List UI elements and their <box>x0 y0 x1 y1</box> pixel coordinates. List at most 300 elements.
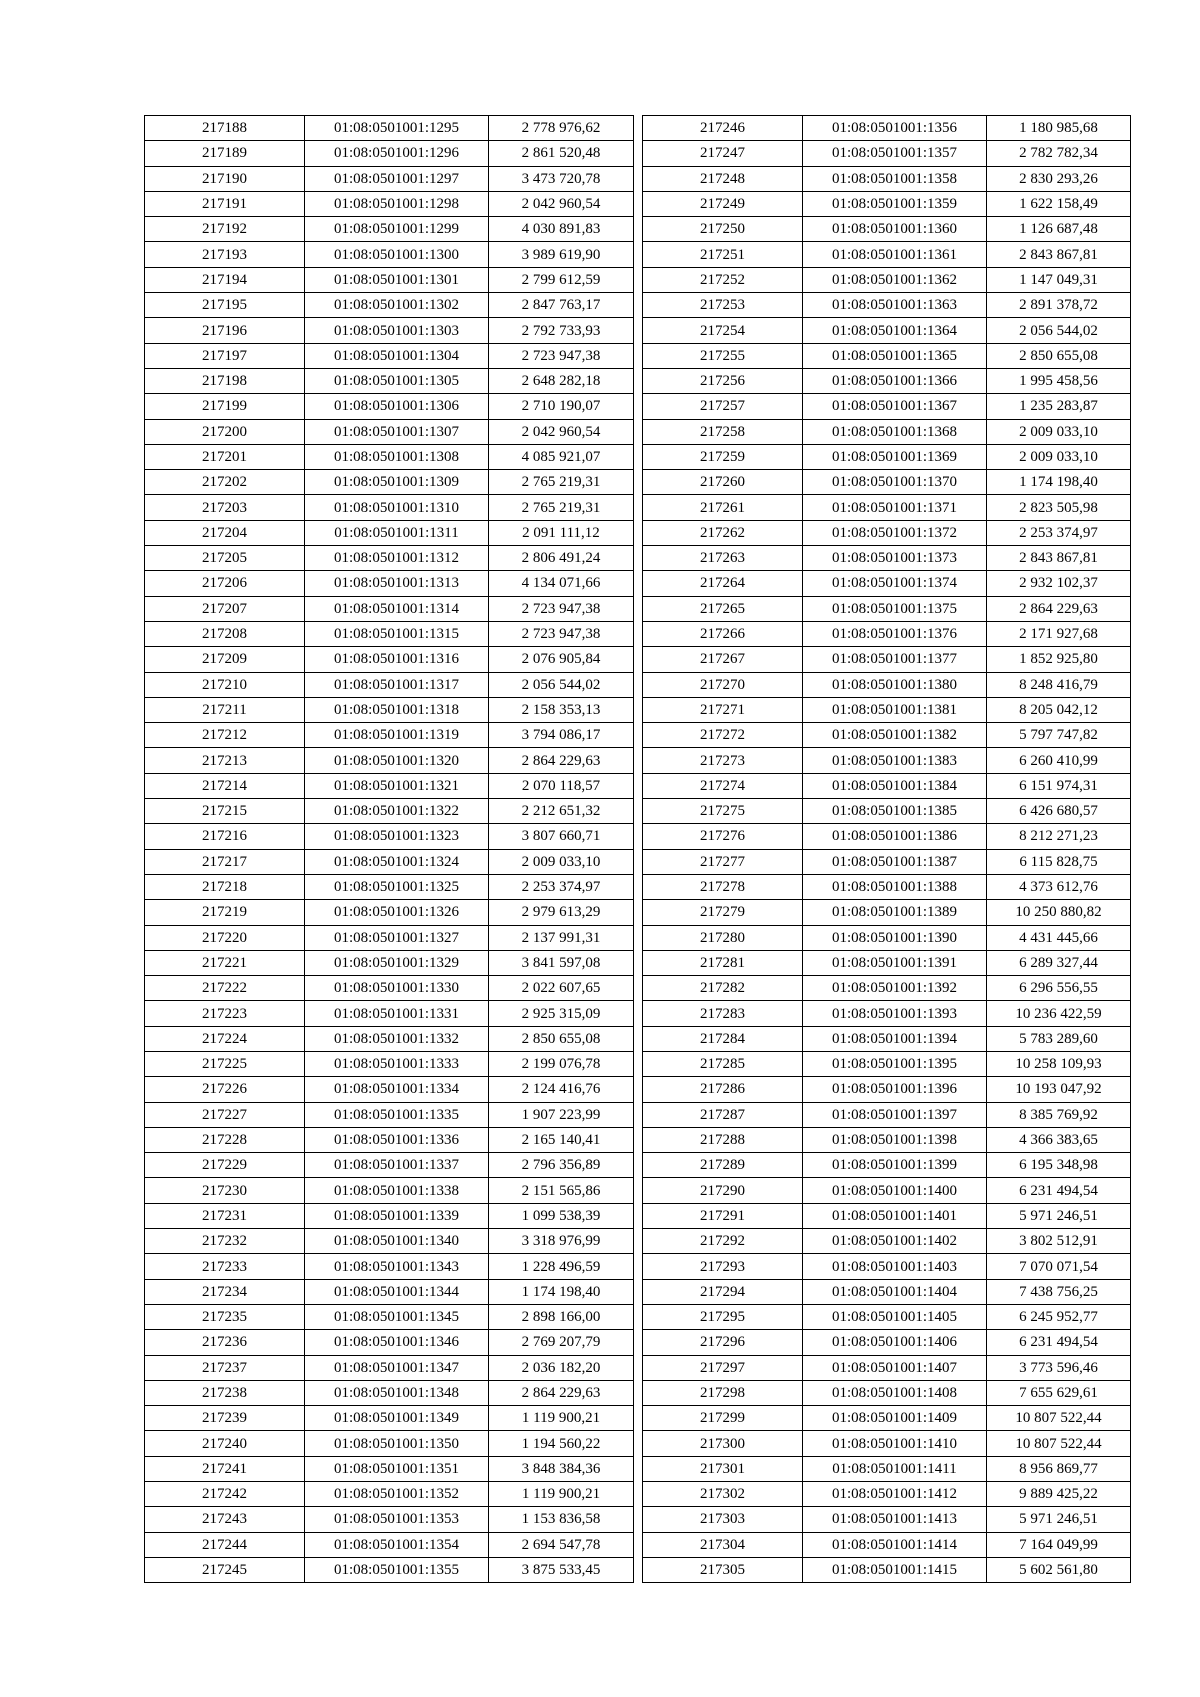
cadastral-number-cell: 01:08:0501001:1326 <box>305 900 489 925</box>
cadastral-number-cell: 01:08:0501001:1406 <box>803 1330 987 1355</box>
cadastral-number-cell: 01:08:0501001:1382 <box>803 723 987 748</box>
value-cell: 3 875 533,45 <box>489 1557 634 1582</box>
value-cell: 2 151 565,86 <box>489 1178 634 1203</box>
row-number-cell: 217267 <box>643 647 803 672</box>
cadastral-number-cell: 01:08:0501001:1403 <box>803 1254 987 1279</box>
row-number-cell: 217286 <box>643 1077 803 1102</box>
value-cell: 6 296 556,55 <box>987 976 1131 1001</box>
row-number-cell: 217254 <box>643 318 803 343</box>
table-row <box>145 621 634 646</box>
value-cell: 8 956 869,77 <box>987 1456 1131 1481</box>
value-cell: 7 438 756,25 <box>987 1279 1131 1304</box>
table-row <box>145 1001 634 1026</box>
table-row <box>643 571 1131 596</box>
table-row <box>643 1077 1131 1102</box>
table-row <box>643 1406 1131 1431</box>
table-row <box>643 116 1131 141</box>
row-number-cell: 217220 <box>145 925 305 950</box>
value-cell: 2 823 505,98 <box>987 495 1131 520</box>
value-cell: 2 782 782,34 <box>987 141 1131 166</box>
table-row <box>643 166 1131 191</box>
row-number-cell: 217292 <box>643 1229 803 1254</box>
value-cell: 1 174 198,40 <box>489 1279 634 1304</box>
table-row <box>145 368 634 393</box>
value-cell: 1 235 283,87 <box>987 394 1131 419</box>
table-row <box>643 748 1131 773</box>
table-row <box>145 470 634 495</box>
value-cell: 10 258 109,93 <box>987 1051 1131 1076</box>
value-cell: 2 009 033,10 <box>489 849 634 874</box>
row-number-cell: 217195 <box>145 293 305 318</box>
row-number-cell: 217302 <box>643 1482 803 1507</box>
table-row <box>643 950 1131 975</box>
value-cell: 2 925 315,09 <box>489 1001 634 1026</box>
value-cell: 6 231 494,54 <box>987 1330 1131 1355</box>
table-row <box>643 1304 1131 1329</box>
cadastral-number-cell: 01:08:0501001:1410 <box>803 1431 987 1456</box>
table-row <box>145 495 634 520</box>
value-cell: 4 366 383,65 <box>987 1127 1131 1152</box>
value-cell: 2 124 416,76 <box>489 1077 634 1102</box>
value-cell: 1 119 900,21 <box>489 1406 634 1431</box>
row-number-cell: 217224 <box>145 1026 305 1051</box>
table-row <box>145 1077 634 1102</box>
value-cell: 2 710 190,07 <box>489 394 634 419</box>
value-cell: 2 843 867,81 <box>987 546 1131 571</box>
value-cell: 2 171 927,68 <box>987 621 1131 646</box>
value-cell: 2 056 544,02 <box>987 318 1131 343</box>
table-row <box>643 596 1131 621</box>
cadastral-number-cell: 01:08:0501001:1360 <box>803 217 987 242</box>
cadastral-number-cell: 01:08:0501001:1313 <box>305 571 489 596</box>
row-number-cell: 217199 <box>145 394 305 419</box>
cadastral-number-cell: 01:08:0501001:1373 <box>803 546 987 571</box>
cadastral-number-cell: 01:08:0501001:1319 <box>305 723 489 748</box>
value-cell: 4 431 445,66 <box>987 925 1131 950</box>
value-cell: 7 655 629,61 <box>987 1380 1131 1405</box>
table-row <box>643 217 1131 242</box>
value-cell: 2 091 111,12 <box>489 520 634 545</box>
cadastral-number-cell: 01:08:0501001:1353 <box>305 1507 489 1532</box>
table-row <box>643 621 1131 646</box>
row-number-cell: 217281 <box>643 950 803 975</box>
row-number-cell: 217189 <box>145 141 305 166</box>
cadastral-number-cell: 01:08:0501001:1384 <box>803 773 987 798</box>
table-row <box>643 293 1131 318</box>
value-cell: 1 995 458,56 <box>987 368 1131 393</box>
row-number-cell: 217282 <box>643 976 803 1001</box>
cadastral-number-cell: 01:08:0501001:1393 <box>803 1001 987 1026</box>
cadastral-number-cell: 01:08:0501001:1302 <box>305 293 489 318</box>
value-cell: 2 212 651,32 <box>489 799 634 824</box>
value-cell: 6 115 828,75 <box>987 849 1131 874</box>
row-number-cell: 217211 <box>145 697 305 722</box>
row-number-cell: 217202 <box>145 470 305 495</box>
row-number-cell: 217215 <box>145 799 305 824</box>
value-cell: 3 473 720,78 <box>489 166 634 191</box>
value-cell: 3 802 512,91 <box>987 1229 1131 1254</box>
table-row <box>643 470 1131 495</box>
row-number-cell: 217203 <box>145 495 305 520</box>
cadastral-number-cell: 01:08:0501001:1324 <box>305 849 489 874</box>
table-row <box>145 1380 634 1405</box>
value-cell: 8 205 042,12 <box>987 697 1131 722</box>
value-cell: 2 158 353,13 <box>489 697 634 722</box>
row-number-cell: 217198 <box>145 368 305 393</box>
value-cell: 2 891 378,72 <box>987 293 1131 318</box>
row-number-cell: 217243 <box>145 1507 305 1532</box>
value-cell: 5 971 246,51 <box>987 1203 1131 1228</box>
value-cell: 1 147 049,31 <box>987 267 1131 292</box>
cadastral-number-cell: 01:08:0501001:1374 <box>803 571 987 596</box>
cadastral-number-cell: 01:08:0501001:1404 <box>803 1279 987 1304</box>
value-cell: 3 989 619,90 <box>489 242 634 267</box>
table-row <box>145 293 634 318</box>
value-cell: 2 253 374,97 <box>489 874 634 899</box>
cadastral-number-cell: 01:08:0501001:1323 <box>305 824 489 849</box>
value-cell: 3 841 597,08 <box>489 950 634 975</box>
row-number-cell: 217294 <box>643 1279 803 1304</box>
value-cell: 2 076 905,84 <box>489 647 634 672</box>
row-number-cell: 217222 <box>145 976 305 1001</box>
table-row <box>643 1026 1131 1051</box>
cadastral-number-cell: 01:08:0501001:1329 <box>305 950 489 975</box>
row-number-cell: 217240 <box>145 1431 305 1456</box>
value-cell: 7 070 071,54 <box>987 1254 1131 1279</box>
value-cell: 2 042 960,54 <box>489 191 634 216</box>
table-row <box>643 1051 1131 1076</box>
cadastral-number-cell: 01:08:0501001:1390 <box>803 925 987 950</box>
value-cell: 2 778 976,62 <box>489 116 634 141</box>
cadastral-number-cell: 01:08:0501001:1333 <box>305 1051 489 1076</box>
cadastral-number-cell: 01:08:0501001:1315 <box>305 621 489 646</box>
row-number-cell: 217225 <box>145 1051 305 1076</box>
cadastral-number-cell: 01:08:0501001:1368 <box>803 419 987 444</box>
value-cell: 2 137 991,31 <box>489 925 634 950</box>
row-number-cell: 217258 <box>643 419 803 444</box>
table-row <box>145 900 634 925</box>
table-row <box>643 1380 1131 1405</box>
table-row <box>145 1254 634 1279</box>
table-row <box>145 116 634 141</box>
cadastral-number-cell: 01:08:0501001:1350 <box>305 1431 489 1456</box>
row-number-cell: 217241 <box>145 1456 305 1481</box>
value-cell: 2 799 612,59 <box>489 267 634 292</box>
table-row <box>643 546 1131 571</box>
row-number-cell: 217246 <box>643 116 803 141</box>
row-number-cell: 217212 <box>145 723 305 748</box>
cadastral-number-cell: 01:08:0501001:1367 <box>803 394 987 419</box>
cadastral-number-cell: 01:08:0501001:1295 <box>305 116 489 141</box>
value-cell: 1 852 925,80 <box>987 647 1131 672</box>
table-row <box>643 242 1131 267</box>
value-cell: 3 773 596,46 <box>987 1355 1131 1380</box>
cadastral-number-cell: 01:08:0501001:1405 <box>803 1304 987 1329</box>
table-row <box>145 1203 634 1228</box>
right-table <box>642 115 1131 1583</box>
table-row <box>145 141 634 166</box>
right-table-body <box>643 116 1131 1583</box>
cadastral-number-cell: 01:08:0501001:1310 <box>305 495 489 520</box>
cadastral-number-cell: 01:08:0501001:1300 <box>305 242 489 267</box>
cadastral-number-cell: 01:08:0501001:1376 <box>803 621 987 646</box>
table-row <box>145 824 634 849</box>
value-cell: 1 622 158,49 <box>987 191 1131 216</box>
table-row <box>145 849 634 874</box>
table-row <box>145 419 634 444</box>
cadastral-number-cell: 01:08:0501001:1314 <box>305 596 489 621</box>
cadastral-number-cell: 01:08:0501001:1355 <box>305 1557 489 1582</box>
row-number-cell: 217262 <box>643 520 803 545</box>
value-cell: 2 792 733,93 <box>489 318 634 343</box>
cadastral-number-cell: 01:08:0501001:1327 <box>305 925 489 950</box>
table-row <box>643 647 1131 672</box>
cadastral-number-cell: 01:08:0501001:1400 <box>803 1178 987 1203</box>
row-number-cell: 217237 <box>145 1355 305 1380</box>
row-number-cell: 217265 <box>643 596 803 621</box>
cadastral-number-cell: 01:08:0501001:1339 <box>305 1203 489 1228</box>
value-cell: 2 070 118,57 <box>489 773 634 798</box>
table-row <box>145 950 634 975</box>
table-row <box>145 976 634 1001</box>
cadastral-number-cell: 01:08:0501001:1385 <box>803 799 987 824</box>
row-number-cell: 217234 <box>145 1279 305 1304</box>
table-row <box>145 520 634 545</box>
table-row <box>145 191 634 216</box>
table-row <box>145 242 634 267</box>
table-row <box>643 368 1131 393</box>
cadastral-number-cell: 01:08:0501001:1363 <box>803 293 987 318</box>
row-number-cell: 217261 <box>643 495 803 520</box>
row-number-cell: 217283 <box>643 1001 803 1026</box>
row-number-cell: 217236 <box>145 1330 305 1355</box>
value-cell: 3 318 976,99 <box>489 1229 634 1254</box>
cadastral-number-cell: 01:08:0501001:1377 <box>803 647 987 672</box>
table-row <box>643 925 1131 950</box>
row-number-cell: 217275 <box>643 799 803 824</box>
value-cell: 2 932 102,37 <box>987 571 1131 596</box>
table-row <box>145 773 634 798</box>
table-row <box>643 1279 1131 1304</box>
cadastral-number-cell: 01:08:0501001:1359 <box>803 191 987 216</box>
table-row <box>145 1229 634 1254</box>
value-cell: 10 807 522,44 <box>987 1431 1131 1456</box>
cadastral-number-cell: 01:08:0501001:1336 <box>305 1127 489 1152</box>
table-row <box>145 723 634 748</box>
cadastral-number-cell: 01:08:0501001:1312 <box>305 546 489 571</box>
table-row <box>145 672 634 697</box>
row-number-cell: 217264 <box>643 571 803 596</box>
cadastral-number-cell: 01:08:0501001:1344 <box>305 1279 489 1304</box>
cadastral-number-cell: 01:08:0501001:1415 <box>803 1557 987 1582</box>
value-cell: 1 099 538,39 <box>489 1203 634 1228</box>
table-row <box>145 1507 634 1532</box>
cadastral-number-cell: 01:08:0501001:1340 <box>305 1229 489 1254</box>
cadastral-number-cell: 01:08:0501001:1356 <box>803 116 987 141</box>
cadastral-number-cell: 01:08:0501001:1338 <box>305 1178 489 1203</box>
row-number-cell: 217257 <box>643 394 803 419</box>
row-number-cell: 217247 <box>643 141 803 166</box>
cadastral-number-cell: 01:08:0501001:1370 <box>803 470 987 495</box>
row-number-cell: 217232 <box>145 1229 305 1254</box>
cadastral-number-cell: 01:08:0501001:1372 <box>803 520 987 545</box>
table-row <box>643 318 1131 343</box>
row-number-cell: 217291 <box>643 1203 803 1228</box>
value-cell: 2 723 947,38 <box>489 596 634 621</box>
row-number-cell: 217197 <box>145 343 305 368</box>
table-row <box>145 546 634 571</box>
cadastral-number-cell: 01:08:0501001:1386 <box>803 824 987 849</box>
value-cell: 2 036 182,20 <box>489 1355 634 1380</box>
value-cell: 2 694 547,78 <box>489 1532 634 1557</box>
row-number-cell: 217248 <box>643 166 803 191</box>
cadastral-number-cell: 01:08:0501001:1330 <box>305 976 489 1001</box>
row-number-cell: 217290 <box>643 1178 803 1203</box>
value-cell: 2 009 033,10 <box>987 419 1131 444</box>
row-number-cell: 217260 <box>643 470 803 495</box>
table-row <box>643 394 1131 419</box>
row-number-cell: 217253 <box>643 293 803 318</box>
cadastral-number-cell: 01:08:0501001:1411 <box>803 1456 987 1481</box>
cadastral-number-cell: 01:08:0501001:1303 <box>305 318 489 343</box>
value-cell: 5 797 747,82 <box>987 723 1131 748</box>
value-cell: 2 042 960,54 <box>489 419 634 444</box>
left-table-body <box>145 116 634 1583</box>
row-number-cell: 217209 <box>145 647 305 672</box>
value-cell: 2 723 947,38 <box>489 621 634 646</box>
table-row <box>643 1355 1131 1380</box>
row-number-cell: 217230 <box>145 1178 305 1203</box>
value-cell: 1 180 985,68 <box>987 116 1131 141</box>
value-cell: 8 212 271,23 <box>987 824 1131 849</box>
value-cell: 6 195 348,98 <box>987 1153 1131 1178</box>
row-number-cell: 217272 <box>643 723 803 748</box>
value-cell: 5 971 246,51 <box>987 1507 1131 1532</box>
value-cell: 6 426 680,57 <box>987 799 1131 824</box>
cadastral-number-cell: 01:08:0501001:1388 <box>803 874 987 899</box>
value-cell: 6 289 327,44 <box>987 950 1131 975</box>
table-row <box>643 1456 1131 1481</box>
row-number-cell: 217239 <box>145 1406 305 1431</box>
table-row <box>145 1532 634 1557</box>
table-row <box>145 1355 634 1380</box>
row-number-cell: 217223 <box>145 1001 305 1026</box>
table-row <box>145 444 634 469</box>
row-number-cell: 217196 <box>145 318 305 343</box>
table-row <box>643 141 1131 166</box>
value-cell: 1 126 687,48 <box>987 217 1131 242</box>
cadastral-number-cell: 01:08:0501001:1320 <box>305 748 489 773</box>
value-cell: 2 648 282,18 <box>489 368 634 393</box>
row-number-cell: 217221 <box>145 950 305 975</box>
cadastral-number-cell: 01:08:0501001:1351 <box>305 1456 489 1481</box>
row-number-cell: 217249 <box>643 191 803 216</box>
table-row <box>145 1456 634 1481</box>
row-number-cell: 217256 <box>643 368 803 393</box>
table-row <box>145 1304 634 1329</box>
row-number-cell: 217285 <box>643 1051 803 1076</box>
left-table <box>144 115 634 1583</box>
table-row <box>145 394 634 419</box>
cadastral-number-cell: 01:08:0501001:1369 <box>803 444 987 469</box>
row-number-cell: 217200 <box>145 419 305 444</box>
table-row <box>145 925 634 950</box>
value-cell: 2 864 229,63 <box>987 596 1131 621</box>
table-row <box>145 1127 634 1152</box>
cadastral-number-cell: 01:08:0501001:1414 <box>803 1532 987 1557</box>
row-number-cell: 217295 <box>643 1304 803 1329</box>
row-number-cell: 217205 <box>145 546 305 571</box>
cadastral-number-cell: 01:08:0501001:1304 <box>305 343 489 368</box>
cadastral-number-cell: 01:08:0501001:1299 <box>305 217 489 242</box>
table-row <box>145 267 634 292</box>
value-cell: 10 250 880,82 <box>987 900 1131 925</box>
row-number-cell: 217250 <box>643 217 803 242</box>
table-row <box>643 520 1131 545</box>
table-row <box>643 976 1131 1001</box>
row-number-cell: 217276 <box>643 824 803 849</box>
row-number-cell: 217293 <box>643 1254 803 1279</box>
cadastral-number-cell: 01:08:0501001:1343 <box>305 1254 489 1279</box>
cadastral-number-cell: 01:08:0501001:1297 <box>305 166 489 191</box>
cadastral-number-cell: 01:08:0501001:1392 <box>803 976 987 1001</box>
cadastral-number-cell: 01:08:0501001:1361 <box>803 242 987 267</box>
row-number-cell: 217278 <box>643 874 803 899</box>
table-row <box>643 1229 1131 1254</box>
value-cell: 2 979 613,29 <box>489 900 634 925</box>
row-number-cell: 217303 <box>643 1507 803 1532</box>
cadastral-number-cell: 01:08:0501001:1301 <box>305 267 489 292</box>
row-number-cell: 217207 <box>145 596 305 621</box>
table-row <box>145 1026 634 1051</box>
cadastral-number-cell: 01:08:0501001:1306 <box>305 394 489 419</box>
value-cell: 6 245 952,77 <box>987 1304 1131 1329</box>
value-cell: 2 850 655,08 <box>489 1026 634 1051</box>
row-number-cell: 217201 <box>145 444 305 469</box>
table-row <box>145 647 634 672</box>
row-number-cell: 217289 <box>643 1153 803 1178</box>
table-row <box>643 1507 1131 1532</box>
row-number-cell: 217274 <box>643 773 803 798</box>
row-number-cell: 217238 <box>145 1380 305 1405</box>
row-number-cell: 217218 <box>145 874 305 899</box>
table-row <box>643 419 1131 444</box>
cadastral-number-cell: 01:08:0501001:1398 <box>803 1127 987 1152</box>
table-row <box>643 1254 1131 1279</box>
row-number-cell: 217280 <box>643 925 803 950</box>
table-row <box>643 672 1131 697</box>
row-number-cell: 217279 <box>643 900 803 925</box>
cadastral-number-cell: 01:08:0501001:1380 <box>803 672 987 697</box>
table-row <box>643 773 1131 798</box>
value-cell: 10 236 422,59 <box>987 1001 1131 1026</box>
cadastral-number-cell: 01:08:0501001:1322 <box>305 799 489 824</box>
cadastral-number-cell: 01:08:0501001:1371 <box>803 495 987 520</box>
table-row <box>643 343 1131 368</box>
value-cell: 1 907 223,99 <box>489 1102 634 1127</box>
table-row <box>643 267 1131 292</box>
value-cell: 8 385 769,92 <box>987 1102 1131 1127</box>
value-cell: 1 194 560,22 <box>489 1431 634 1456</box>
cadastral-number-cell: 01:08:0501001:1408 <box>803 1380 987 1405</box>
cadastral-number-cell: 01:08:0501001:1401 <box>803 1203 987 1228</box>
row-number-cell: 217296 <box>643 1330 803 1355</box>
cadastral-number-cell: 01:08:0501001:1365 <box>803 343 987 368</box>
row-number-cell: 217305 <box>643 1557 803 1582</box>
cadastral-number-cell: 01:08:0501001:1358 <box>803 166 987 191</box>
value-cell: 1 153 836,58 <box>489 1507 634 1532</box>
table-row <box>145 799 634 824</box>
